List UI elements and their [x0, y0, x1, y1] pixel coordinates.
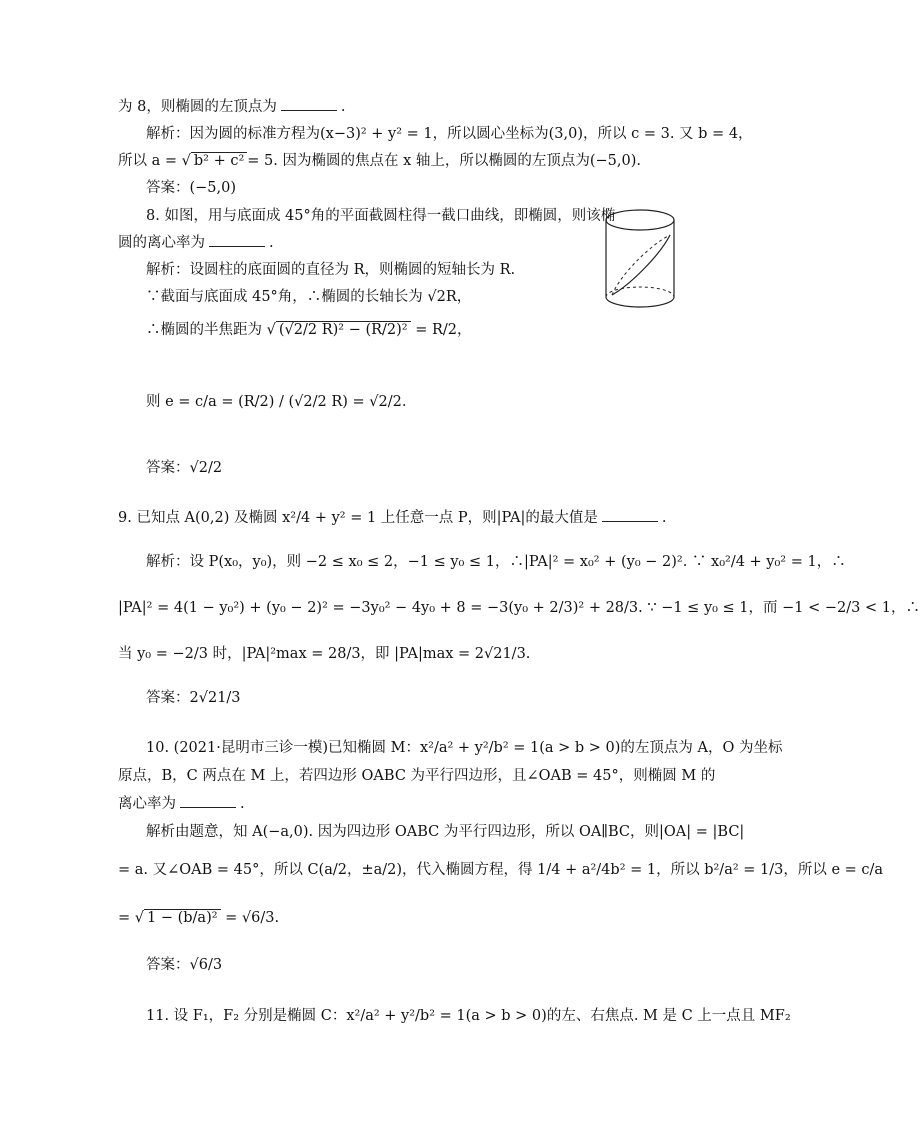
- problem8-solution-line4: 则 e = c/a = (R/2) / (√2/2 R) = √2/2.: [146, 394, 407, 410]
- problem10-stem-line2: 原点，B，C 两点在 M 上，若四边形 OABC 为平行四边形，且∠OAB = 45°，则椭圆 M 的: [118, 768, 716, 784]
- problem7-tail: 为 8，则椭圆的左顶点为 .: [118, 99, 346, 115]
- answer-blank: [180, 795, 236, 808]
- problem10-stem-line1: 10. (2021·昆明市三诊一模)已知椭圆 M：x²/a² + y²/b² = 1(a > b > 0)的左顶点为 A，O 为坐标: [146, 740, 783, 756]
- problem9-stem: 9. 已知点 A(0,2) 及椭圆 x²/4 + y² = 1 上任意一点 P，则|PA|的最大值是 .: [118, 510, 667, 526]
- problem9-solution-line2: |PA|² = 4(1 − y₀²) + (y₀ − 2)² = −3y₀² − 4y₀ + 8 = −3(y₀ + 2/3)² + 28/3. ∵ −1 ≤ y₀ ≤ 1，而 −1 < −2/3 < 1，∴: [118, 600, 920, 616]
- answer-blank: [209, 234, 265, 247]
- problem9-answer: 答案：2√21/3: [146, 690, 241, 706]
- problem8-stem-line2: 圆的离心率为 .: [118, 235, 274, 251]
- problem10-solution-line2: = a. 又∠OAB = 45°，所以 C(a/2，±a/2)，代入椭圆方程，得 1/4 + a²/4b² = 1，所以 b²/a² = 1/3，所以 e = c/a: [118, 862, 884, 878]
- problem9-solution-line1: 解析：设 P(x₀，y₀)，则 −2 ≤ x₀ ≤ 2，−1 ≤ y₀ ≤ 1，∴|PA|² = x₀² + (y₀ − 2)². ∵ x₀²/4 + y₀² = 1，∴: [146, 554, 846, 570]
- problem7-answer: 答案：(−5,0): [146, 180, 237, 196]
- problem8-solution-line2: ∵截面与底面成 45°角，∴椭圆的长轴长为 √2R，: [146, 289, 472, 305]
- answer-blank: [281, 98, 337, 111]
- problem11-stem: 11. 设 F₁，F₂ 分别是椭圆 C：x²/a² + y²/b² = 1(a > b > 0)的左、右焦点. M 是 C 上一点且 MF₂: [146, 1008, 791, 1024]
- problem8-stem-line1: 8. 如图，用与底面成 45°角的平面截圆柱得一截口曲线，即椭圆，则该椭: [146, 208, 616, 224]
- problem10-solution-line3: = √ 1 − (b/a)² = √6/3.: [118, 910, 280, 926]
- problem8-solution-line1: 解析：设圆柱的底面圆的直径为 R，则椭圆的短轴长为 R.: [146, 262, 516, 278]
- problem9-solution-line3: 当 y₀ = −2/3 时，|PA|²max = 28/3，即 |PA|max = 2√21/3.: [118, 646, 531, 662]
- problem8-solution-line3: ∴椭圆的半焦距为 √ (√2/2 R)² − (R/2)² = R/2，: [146, 322, 472, 338]
- cylinder-figure: [600, 205, 680, 315]
- problem10-solution-line1: 解析由题意，知 A(−a,0). 因为四边形 OABC 为平行四边形，所以 OA∥BC，则|OA| = |BC|: [146, 824, 745, 840]
- answer-blank: [602, 509, 658, 522]
- problem8-answer: 答案：√2/2: [146, 460, 223, 476]
- problem7-solution-line2: 所以 a = √ b² + c² = 5. 因为椭圆的焦点在 x 轴上，所以椭圆的左顶点为(−5,0).: [118, 153, 642, 169]
- problem7-solution-line1: 解析：因为圆的标准方程为(x−3)² + y² = 1，所以圆心坐标为(3,0)，所以 c = 3. 又 b = 4，: [146, 126, 753, 142]
- problem10-answer: 答案：√6/3: [146, 957, 223, 973]
- problem10-stem-line3: 离心率为 .: [118, 796, 245, 812]
